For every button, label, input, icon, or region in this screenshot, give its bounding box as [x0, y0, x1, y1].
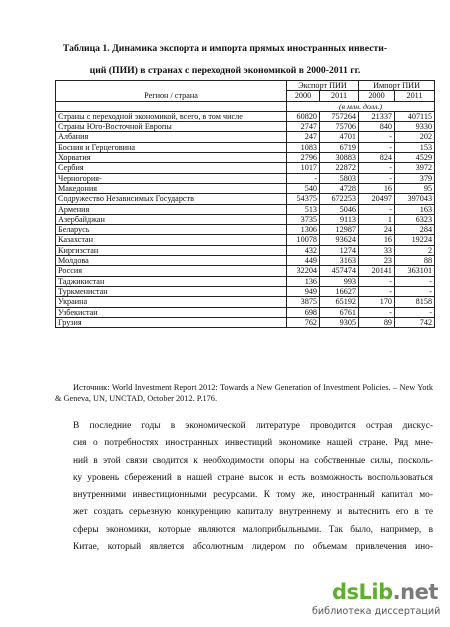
value-cell: 2796: [287, 153, 320, 163]
value-cell: 5803: [320, 173, 359, 183]
value-cell: 6761: [320, 307, 359, 317]
value-cell: 397043: [395, 194, 435, 204]
value-cell: -: [395, 307, 435, 317]
value-cell: -: [359, 163, 395, 173]
paragraph-line: внутренними инвестиционными ресурсами. К тому же, иностранный капитал мо-: [73, 490, 433, 501]
value-cell: 762: [287, 317, 320, 327]
value-cell: 8158: [395, 297, 435, 307]
value-cell: -: [395, 276, 435, 286]
table-row: [56, 307, 435, 317]
region-cell: Страны Юго-Восточной Европы: [56, 122, 287, 132]
table-row: [56, 111, 435, 121]
value-cell: 5046: [320, 204, 359, 214]
region-cell: Армения: [56, 204, 287, 214]
value-cell: -: [359, 276, 395, 286]
value-cell: 672253: [320, 194, 359, 204]
value-cell: 840: [359, 122, 395, 132]
value-cell: 379: [395, 173, 435, 183]
value-cell: 449: [287, 256, 320, 266]
value-cell: 24: [359, 225, 395, 235]
unit-spacer: [56, 101, 287, 111]
import-header: Импорт ПИИ: [359, 81, 435, 91]
value-cell: 16627: [320, 286, 359, 296]
table-source: Источник: World Investment Report 2012: Towards a New Generation of Investment Policies. – New Yotk & Geneva, UN, UNCTAD, October 2012. P.176.: [55, 383, 433, 403]
value-cell: 949: [287, 286, 320, 296]
paragraph-line: В последние годы в экономической литературе проводится острая дискус-: [73, 421, 433, 431]
paragraph-line: жет создать серьезную конкуренцию капиталу внутреннему и вытеснить его в те: [73, 507, 433, 518]
value-cell: 432: [287, 245, 320, 255]
value-cell: 54375: [287, 194, 320, 204]
region-cell: Хорватия: [56, 153, 287, 163]
value-cell: 3735: [287, 214, 320, 224]
value-cell: 21337: [359, 111, 395, 121]
table-row: [56, 132, 435, 142]
value-cell: 247: [287, 132, 320, 142]
value-cell: 65192: [320, 297, 359, 307]
table-row: [56, 276, 435, 286]
value-cell: 153: [395, 142, 435, 152]
unit-row: [56, 101, 435, 111]
region-cell: Туркменистан: [56, 286, 287, 296]
value-cell: 407115: [395, 111, 435, 121]
value-cell: 30883: [320, 153, 359, 163]
table-row: [56, 286, 435, 296]
table-row: [56, 225, 435, 235]
table-row: [56, 153, 435, 163]
region-cell: Содружество Независимых Государств: [56, 194, 287, 204]
value-cell: 20141: [359, 266, 395, 276]
value-cell: 363101: [395, 266, 435, 276]
region-header: Регион / страна: [56, 81, 287, 102]
region-cell: Босния и Герцеговина: [56, 142, 287, 152]
value-cell: 993: [320, 276, 359, 286]
value-cell: 22872: [320, 163, 359, 173]
table-row: [56, 317, 435, 327]
value-cell: 540: [287, 183, 320, 193]
dslib-watermark: [312, 580, 442, 620]
value-cell: 12987: [320, 225, 359, 235]
table-row: [56, 122, 435, 132]
value-cell: 3972: [395, 163, 435, 173]
value-cell: 16: [359, 183, 395, 193]
value-cell: 3875: [287, 297, 320, 307]
table-row: [56, 173, 435, 183]
value-cell: 33: [359, 245, 395, 255]
region-cell: Украина: [56, 297, 287, 307]
logo-tld: .net: [392, 580, 438, 604]
value-cell: -: [287, 173, 320, 183]
value-cell: 9330: [395, 122, 435, 132]
table-row: [56, 204, 435, 214]
value-cell: 2: [395, 245, 435, 255]
table-row: [56, 163, 435, 173]
value-cell: 9305: [320, 317, 359, 327]
region-cell: Казахстан: [56, 235, 287, 245]
value-cell: 163: [395, 204, 435, 214]
value-cell: -: [359, 173, 395, 183]
table-row: [56, 194, 435, 204]
value-cell: 4701: [320, 132, 359, 142]
value-cell: 88: [395, 256, 435, 266]
value-cell: 10078: [287, 235, 320, 245]
region-cell: Азербайджан: [56, 214, 287, 224]
value-cell: 60820: [287, 111, 320, 121]
table-row: [56, 297, 435, 307]
value-cell: 1017: [287, 163, 320, 173]
value-cell: 1: [359, 214, 395, 224]
value-cell: 95: [395, 183, 435, 193]
value-cell: 3163: [320, 256, 359, 266]
unit-label: (в млн. долл.): [287, 101, 435, 111]
value-cell: -: [359, 307, 395, 317]
value-cell: -: [395, 286, 435, 296]
fdi-table: [55, 80, 435, 328]
table-row: [56, 142, 435, 152]
caption-line-2: ций (ПИИ) в странах с переходной экономикой в 2000-2011 гг.: [89, 65, 361, 76]
paragraph-line: ний в этой связи сводится к необходимости опоры на собственные силы, посколь-: [73, 455, 433, 466]
year-header: 2000: [359, 91, 395, 101]
value-cell: 757264: [320, 111, 359, 121]
paragraph-line: сия о потребностях иностранных инвестиций экономике нашей стране. Ряд мне-: [73, 438, 433, 449]
region-cell: Молдова: [56, 256, 287, 266]
region-cell: Страны с переходной экономикой, всего, в том числе: [56, 111, 287, 121]
value-cell: 202: [395, 132, 435, 142]
region-cell: Сербия: [56, 163, 287, 173]
region-cell: Грузия: [56, 317, 287, 327]
value-cell: 6323: [395, 214, 435, 224]
paragraph-line: ку уровень сбережений в нашей стране высок и есть возможность воспользоваться: [73, 472, 433, 483]
value-cell: 19224: [395, 235, 435, 245]
region-cell: Узбекистан: [56, 307, 287, 317]
value-cell: 824: [359, 153, 395, 163]
region-cell: Таджикистан: [56, 276, 287, 286]
value-cell: 16: [359, 235, 395, 245]
table-row: [56, 266, 435, 276]
watermark-subtitle: библиотека диссертаций: [312, 606, 441, 617]
logo-main: dsLib: [332, 580, 393, 604]
region-cell: Македония: [56, 183, 287, 193]
value-cell: 170: [359, 297, 395, 307]
value-cell: 6719: [320, 142, 359, 152]
table-row: [56, 214, 435, 224]
value-cell: 513: [287, 204, 320, 214]
value-cell: 2747: [287, 122, 320, 132]
value-cell: -: [359, 132, 395, 142]
caption-line-1: Таблица 1. Динамика экспорта и импорта прямых иностранных инвести-: [62, 43, 388, 54]
value-cell: -: [359, 142, 395, 152]
dslib-logo: [332, 580, 438, 604]
value-cell: 93624: [320, 235, 359, 245]
table-row: [56, 245, 435, 255]
value-cell: 4529: [395, 153, 435, 163]
table-row: [56, 183, 435, 193]
table-row: [56, 235, 435, 245]
value-cell: 742: [395, 317, 435, 327]
region-cell: Киргизстан: [56, 245, 287, 255]
body-paragraph: [55, 418, 433, 556]
year-header: 2000: [287, 91, 320, 101]
export-header: Экспорт ПИИ: [287, 81, 359, 91]
table-caption: [40, 38, 410, 82]
value-cell: 284: [395, 225, 435, 235]
paragraph-line: сферы экономики, которые являются малоприбыльными. Так было, например, в: [73, 524, 433, 535]
value-cell: 136: [287, 276, 320, 286]
value-cell: 457474: [320, 266, 359, 276]
value-cell: 23: [359, 256, 395, 266]
region-cell: Беларусь: [56, 225, 287, 235]
value-cell: 75706: [320, 122, 359, 132]
year-header: 2011: [395, 91, 435, 101]
paragraph-line: Китае, который является абсолютным лидером по объемам привлечения ино-: [73, 542, 433, 553]
table-row: [56, 256, 435, 266]
year-header: 2011: [320, 91, 359, 101]
region-cell: Албания: [56, 132, 287, 142]
value-cell: 4728: [320, 183, 359, 193]
value-cell: 1306: [287, 225, 320, 235]
value-cell: 1083: [287, 142, 320, 152]
value-cell: -: [359, 286, 395, 296]
value-cell: 20497: [359, 194, 395, 204]
value-cell: 1274: [320, 245, 359, 255]
value-cell: -: [359, 204, 395, 214]
value-cell: 32204: [287, 266, 320, 276]
region-cell: Черногория-: [56, 173, 287, 183]
value-cell: 698: [287, 307, 320, 317]
value-cell: 89: [359, 317, 395, 327]
value-cell: 9113: [320, 214, 359, 224]
region-cell: Россия: [56, 266, 287, 276]
